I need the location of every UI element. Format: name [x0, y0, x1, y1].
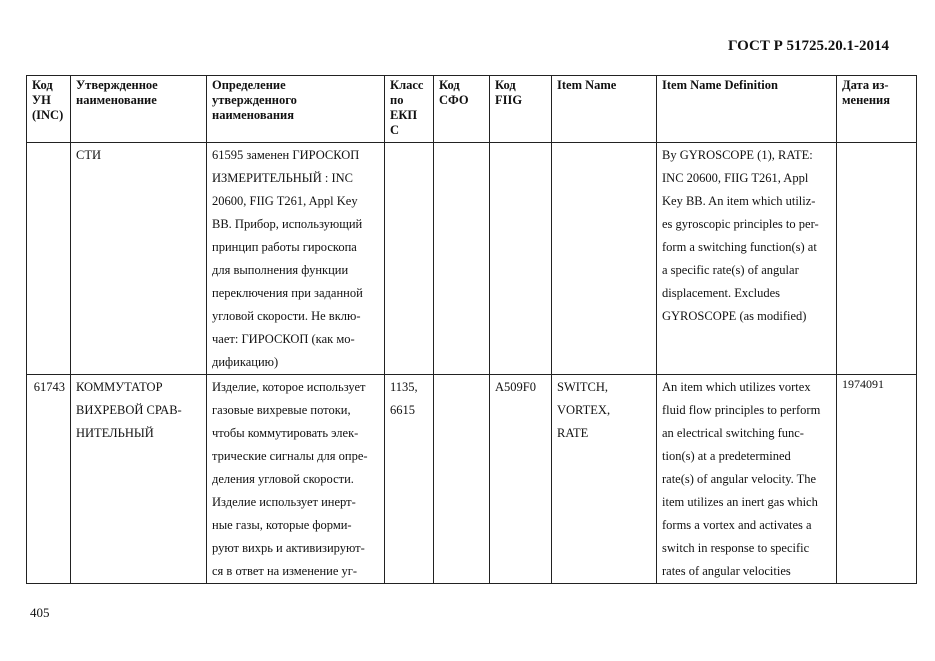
column-header-line: С	[390, 123, 400, 137]
column-header-line: УН	[32, 93, 51, 107]
column-header	[657, 76, 837, 143]
item-name-definition-line: es gyroscopic principles to per-	[662, 217, 819, 231]
definition-line: руют вихрь и активизируют-	[212, 541, 365, 555]
ekps-class-cell	[385, 143, 434, 375]
item-name-definition-line: INC 20600, FIIG T261, Appl	[662, 171, 809, 185]
approved-name-line: КОММУТАТОР	[76, 380, 163, 394]
header-row	[27, 76, 917, 143]
table-row	[27, 375, 917, 584]
column-header	[434, 76, 490, 143]
definition-line: Изделие использует инерт-	[212, 495, 356, 509]
column-header	[71, 76, 207, 143]
item-name-definition-line: GYROSCOPE (as modified)	[662, 309, 807, 323]
item-name-definition-line: an electrical switching func-	[662, 426, 804, 440]
item-name-cell	[552, 143, 657, 375]
item-name-definition-line: rate(s) of angular velocity. The	[662, 472, 817, 486]
definition-line: ные газы, которые форми-	[212, 518, 352, 532]
definition-line: угловой скорости. Не вклю-	[212, 309, 361, 323]
definition-line: Изделие, которое использует	[212, 380, 366, 394]
table-row	[27, 143, 917, 375]
column-header-line: Код	[32, 78, 53, 92]
change-date-cell	[837, 143, 917, 375]
standard-header: ГОСТ Р 51725.20.1-2014	[727, 38, 889, 54]
column-header-line: FIIG	[495, 93, 523, 107]
ekps-class-line: 6615	[390, 403, 415, 417]
sfo-code-cell	[434, 143, 490, 375]
page-number: 405	[30, 605, 50, 620]
column-header	[490, 76, 552, 143]
approved-name-line: НИТЕЛЬНЫЙ	[76, 426, 154, 440]
definition-line: 20600, FIIG T261, Appl Key	[212, 194, 358, 208]
definition-line: переключения при заданной	[212, 286, 363, 300]
ekps-class-cell	[385, 375, 434, 584]
column-header-line: СФО	[439, 93, 469, 107]
definition-cell	[207, 143, 385, 375]
change-date-line: 1974091	[842, 377, 884, 391]
definition-line: чает: ГИРОСКОП (как мо-	[212, 332, 355, 346]
column-header-line: ЕКП	[390, 108, 418, 122]
column-header-line: Item Name Definition	[662, 78, 778, 92]
item-name-definition-line: Key BB. An item which utiliz-	[662, 194, 816, 208]
column-header-line: Item Name	[557, 78, 617, 92]
column-header-line: утвержденного	[212, 93, 297, 107]
column-header	[207, 76, 385, 143]
fiig-code-line: A509F0	[495, 380, 536, 394]
item-name-definition-line: fluid flow principles to perform	[662, 403, 821, 417]
definition-line: трические сигналы для опре-	[212, 449, 368, 463]
column-header	[837, 76, 917, 143]
definition-line: для выполнения функции	[212, 263, 349, 277]
catalog-table	[26, 75, 917, 584]
column-header-line: Класс	[390, 78, 424, 92]
definition-line: 61595 заменен ГИРОСКОП	[212, 148, 360, 162]
column-header-line: по	[390, 93, 404, 107]
column-header	[552, 76, 657, 143]
definition-line: чтобы коммутировать элек-	[212, 426, 359, 440]
definition-line: BB. Прибор, использующий	[212, 217, 363, 231]
item-name-definition-cell	[657, 143, 837, 375]
column-header-line: Определение	[212, 78, 286, 92]
column-header	[385, 76, 434, 143]
item-name-definition-line: form a switching function(s) at	[662, 240, 817, 254]
approved-name-line: СТИ	[76, 148, 101, 162]
column-header-line: Код	[495, 78, 516, 92]
ekps-class-line: 1135,	[390, 380, 418, 394]
item-name-line: RATE	[557, 426, 589, 440]
definition-line: деления угловой скорости.	[212, 472, 354, 486]
item-name-definition-line: switch in response to specific	[662, 541, 810, 555]
definition-line: ся в ответ на изменение уг-	[212, 564, 358, 578]
item-name-cell	[552, 375, 657, 584]
definition-line: дификацию)	[212, 355, 279, 369]
column-header-line: Дата из-	[842, 78, 889, 92]
table-body	[27, 143, 917, 584]
item-name-definition-line: forms a vortex and activates a	[662, 518, 812, 532]
item-name-definition-line: An item which utilizes vortex	[662, 380, 811, 394]
column-header-line: наименования	[212, 108, 295, 122]
definition-line: ИЗМЕРИТЕЛЬНЫЙ : INC	[212, 171, 353, 185]
fiig-code-cell	[490, 375, 552, 584]
column-header-line: наименование	[76, 93, 157, 107]
definition-line: газовые вихревые потоки,	[212, 403, 351, 417]
definition-line: принцип работы гироскопа	[212, 240, 357, 254]
column-header-line: (INC)	[32, 108, 64, 122]
item-name-definition-line: displacement. Excludes	[662, 286, 781, 300]
item-name-line: VORTEX,	[557, 403, 611, 417]
fiig-code-cell	[490, 143, 552, 375]
change-date-cell	[837, 375, 917, 584]
column-header-line: Утвержденное	[76, 78, 158, 92]
item-name-line: SWITCH,	[557, 380, 609, 394]
inc-code-cell	[27, 375, 71, 584]
definition-cell	[207, 375, 385, 584]
column-header-line: менения	[842, 93, 890, 107]
sfo-code-cell	[434, 375, 490, 584]
approved-name-cell	[71, 143, 207, 375]
item-name-definition-line: a specific rate(s) of angular	[662, 263, 799, 277]
column-header	[27, 76, 71, 143]
item-name-definition-line: rates of angular velocities	[662, 564, 791, 578]
column-header-line: Код	[439, 78, 460, 92]
item-name-definition-cell	[657, 375, 837, 584]
item-name-definition-line: By GYROSCOPE (1), RATE:	[662, 148, 813, 162]
approved-name-line: ВИХРЕВОЙ СРАВ-	[76, 403, 182, 417]
inc-code-cell	[27, 143, 71, 375]
inc-code-line: 61743	[33, 380, 65, 394]
item-name-definition-line: tion(s) at a predetermined	[662, 449, 791, 463]
approved-name-cell	[71, 375, 207, 584]
item-name-definition-line: item utilizes an inert gas which	[662, 495, 818, 509]
